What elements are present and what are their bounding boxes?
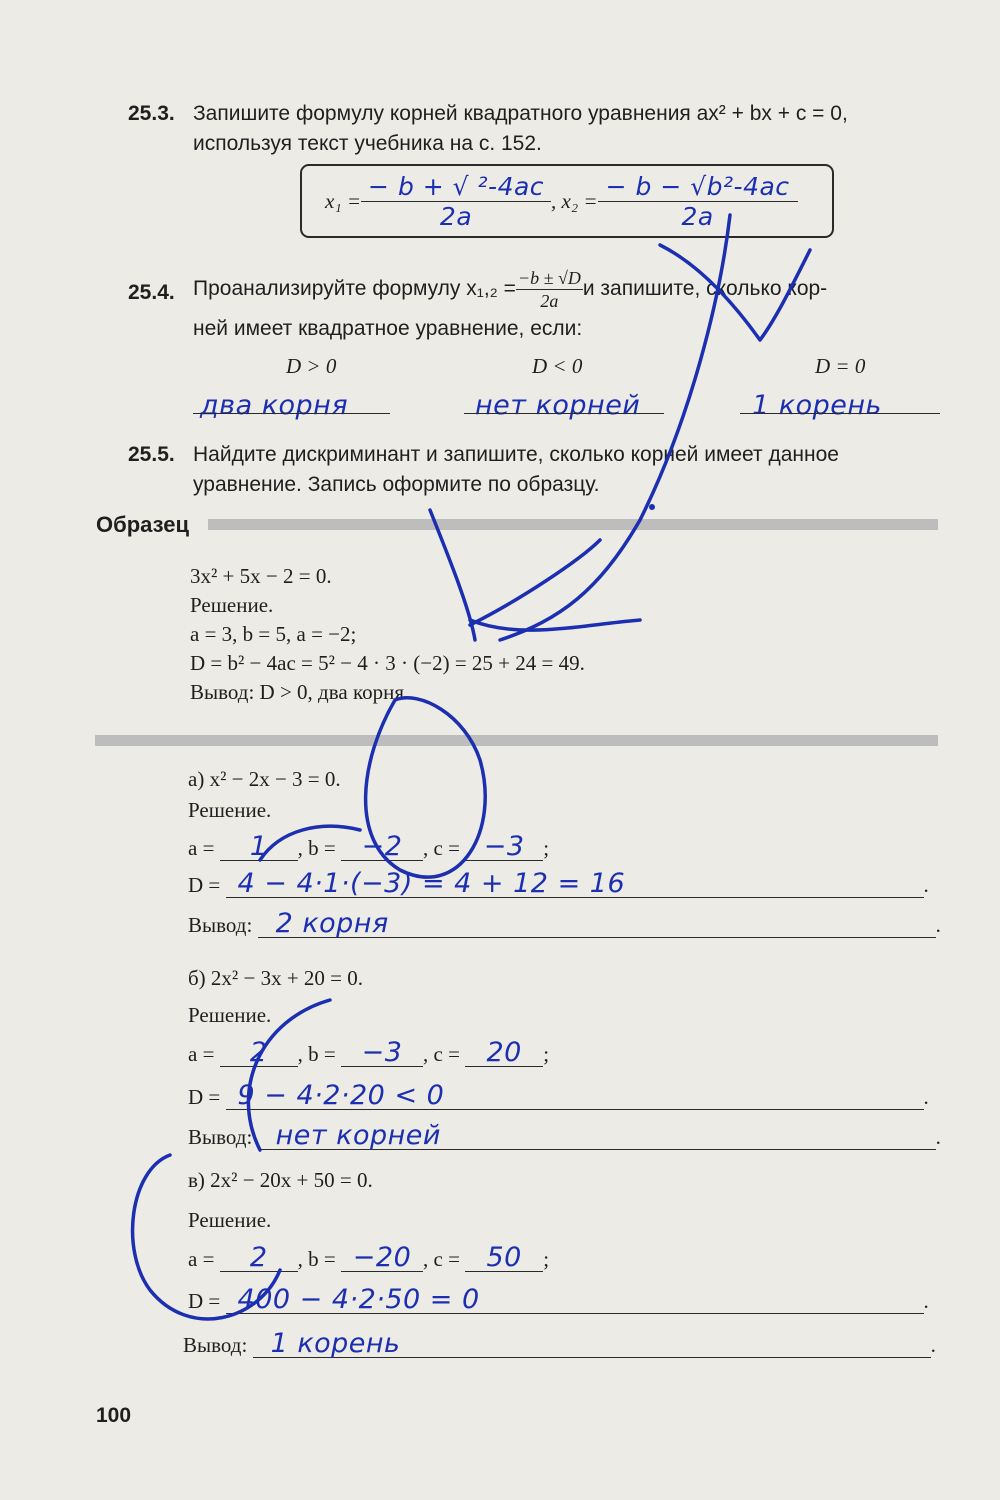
x1-denominator: 2a [439, 201, 473, 231]
exercise-b-conclusion: Вывод: нет корней . [188, 1120, 941, 1151]
discriminant-denominator: 2a [540, 290, 559, 311]
exercise-b-b-value: −3 [341, 1040, 423, 1067]
exercise-a-d-value: 4 − 4·1·(−3) = 4 + 12 = 16 [226, 871, 924, 898]
x2-denominator: 2a [681, 201, 714, 231]
c-label: , c = [423, 1042, 466, 1066]
case-d-positive: D > 0 [286, 354, 337, 378]
exercise-a-c-value: −3 [465, 834, 543, 861]
task-25-4-post: и запишите, сколько кор- [582, 277, 828, 300]
exercise-b-solution-label: Решение. [188, 1003, 272, 1027]
case-d-zero: D = 0 [815, 354, 866, 378]
task-25-3-line2: используя текст учебника на с. 152. [193, 132, 542, 155]
c-label: , c = [423, 836, 466, 860]
exercise-a-a-value: 1 [220, 834, 298, 861]
case-d-negative: D < 0 [532, 354, 583, 378]
sample-solution-label: Решение. [190, 593, 274, 617]
task-25-5-line1: Найдите дискриминант и запишите, сколько корней имеет данное [193, 443, 839, 466]
exercise-b-a-value: 2 [220, 1040, 298, 1067]
exercise-a-conclusion-value: 2 корня [258, 911, 936, 938]
exercise-a-equation: а) x² − 2x − 3 = 0. [188, 767, 341, 791]
c-label: , c = [423, 1247, 466, 1271]
d-label: D = [188, 873, 226, 897]
sample-coefficients: a = 3, b = 5, a = −2; [190, 622, 357, 646]
exercise-b-discriminant: D = 9 − 4·2·20 < 0 . [188, 1080, 929, 1111]
sample-conclusion: Вывод: D > 0, два корня. [190, 680, 410, 704]
exercise-b-conclusion-value: нет корней [258, 1123, 936, 1150]
sample-discriminant: D = b² − 4ac = 5² − 4 · 3 · (−2) = 25 + 24 = 49. [190, 651, 585, 675]
exercise-a-coefficients: a = 1 , b = −2 , c = −3 ; [188, 831, 550, 862]
conclusion-label: Вывод: [183, 1333, 253, 1357]
answer-d-positive: два корня [200, 390, 349, 421]
exercise-c-conclusion: Вывод: 1 корень . [183, 1328, 936, 1359]
exercise-a-solution-label: Решение. [188, 798, 272, 822]
exercise-a-discriminant: D = 4 − 4·1·(−3) = 4 + 12 = 16 . [188, 868, 929, 899]
x1-numerator: − b + √ ²-4ac [361, 172, 551, 202]
page-number: 100 [96, 1404, 132, 1427]
answer-d-zero: 1 корень [752, 390, 882, 421]
exercise-b-c-value: 20 [465, 1040, 543, 1067]
exercise-c-d-value: 400 − 4·2·50 = 0 [226, 1287, 924, 1314]
exercise-c-a-value: 2 [220, 1245, 298, 1272]
sample-heading: Образец [96, 512, 190, 537]
exercise-c-c-value: 50 [465, 1245, 543, 1272]
task-25-4-line2: ней имеет квадратное уравнение, если: [193, 317, 583, 340]
conclusion-label: Вывод: [188, 1125, 258, 1149]
exercise-c-conclusion-value: 1 корень [253, 1331, 931, 1358]
exercise-c-b-value: −20 [341, 1245, 423, 1272]
task-25-5-line2: уравнение. Запись оформите по образцу. [193, 473, 600, 496]
exercise-b-d-value: 9 − 4·2·20 < 0 [226, 1083, 924, 1110]
exercise-b-equation: б) 2x² − 3x + 20 = 0. [188, 966, 364, 990]
task-25-4-number: 25.4. [128, 281, 175, 304]
d-label: D = [188, 1289, 226, 1313]
exercise-c-equation: в) 2x² − 20x + 50 = 0. [188, 1168, 373, 1192]
exercise-a-b-value: −2 [341, 834, 423, 861]
exercise-c-solution-label: Решение. [188, 1208, 272, 1232]
conclusion-label: Вывод: [188, 913, 258, 937]
d-label: D = [188, 1085, 226, 1109]
task-25-3-line1: Запишите формулу корней квадратного уравнения ax² + bx + c = 0, [193, 102, 848, 125]
b-label: , b = [297, 836, 342, 860]
sample-equation: 3x² + 5x − 2 = 0. [190, 564, 332, 588]
task-25-5-number: 25.5. [128, 443, 175, 466]
x2-label: , x₂ = [551, 188, 598, 213]
a-label: a = [188, 1042, 220, 1066]
x1-label: x₁ = [325, 188, 362, 213]
discriminant-numerator: −b ± √D [517, 267, 581, 288]
exercise-c-discriminant: D = 400 − 4·2·50 = 0 . [188, 1284, 929, 1315]
b-label: , b = [297, 1247, 342, 1271]
x2-numerator: − b − √b²-4ac [598, 172, 798, 202]
b-label: , b = [297, 1042, 342, 1066]
exercise-c-coefficients: a = 2 , b = −20 , c = 50 ; [188, 1242, 550, 1273]
a-label: a = [188, 1247, 220, 1271]
exercise-b-coefficients: a = 2 , b = −3 , c = 20 ; [188, 1037, 550, 1068]
exercise-a-conclusion: Вывод: 2 корня . [188, 908, 941, 939]
a-label: a = [188, 836, 220, 860]
task-25-4-pre: Проанализируйте формулу x₁,₂ = [193, 277, 516, 300]
answer-d-negative: нет корней [475, 390, 641, 421]
task-25-3-number: 25.3. [128, 102, 175, 125]
